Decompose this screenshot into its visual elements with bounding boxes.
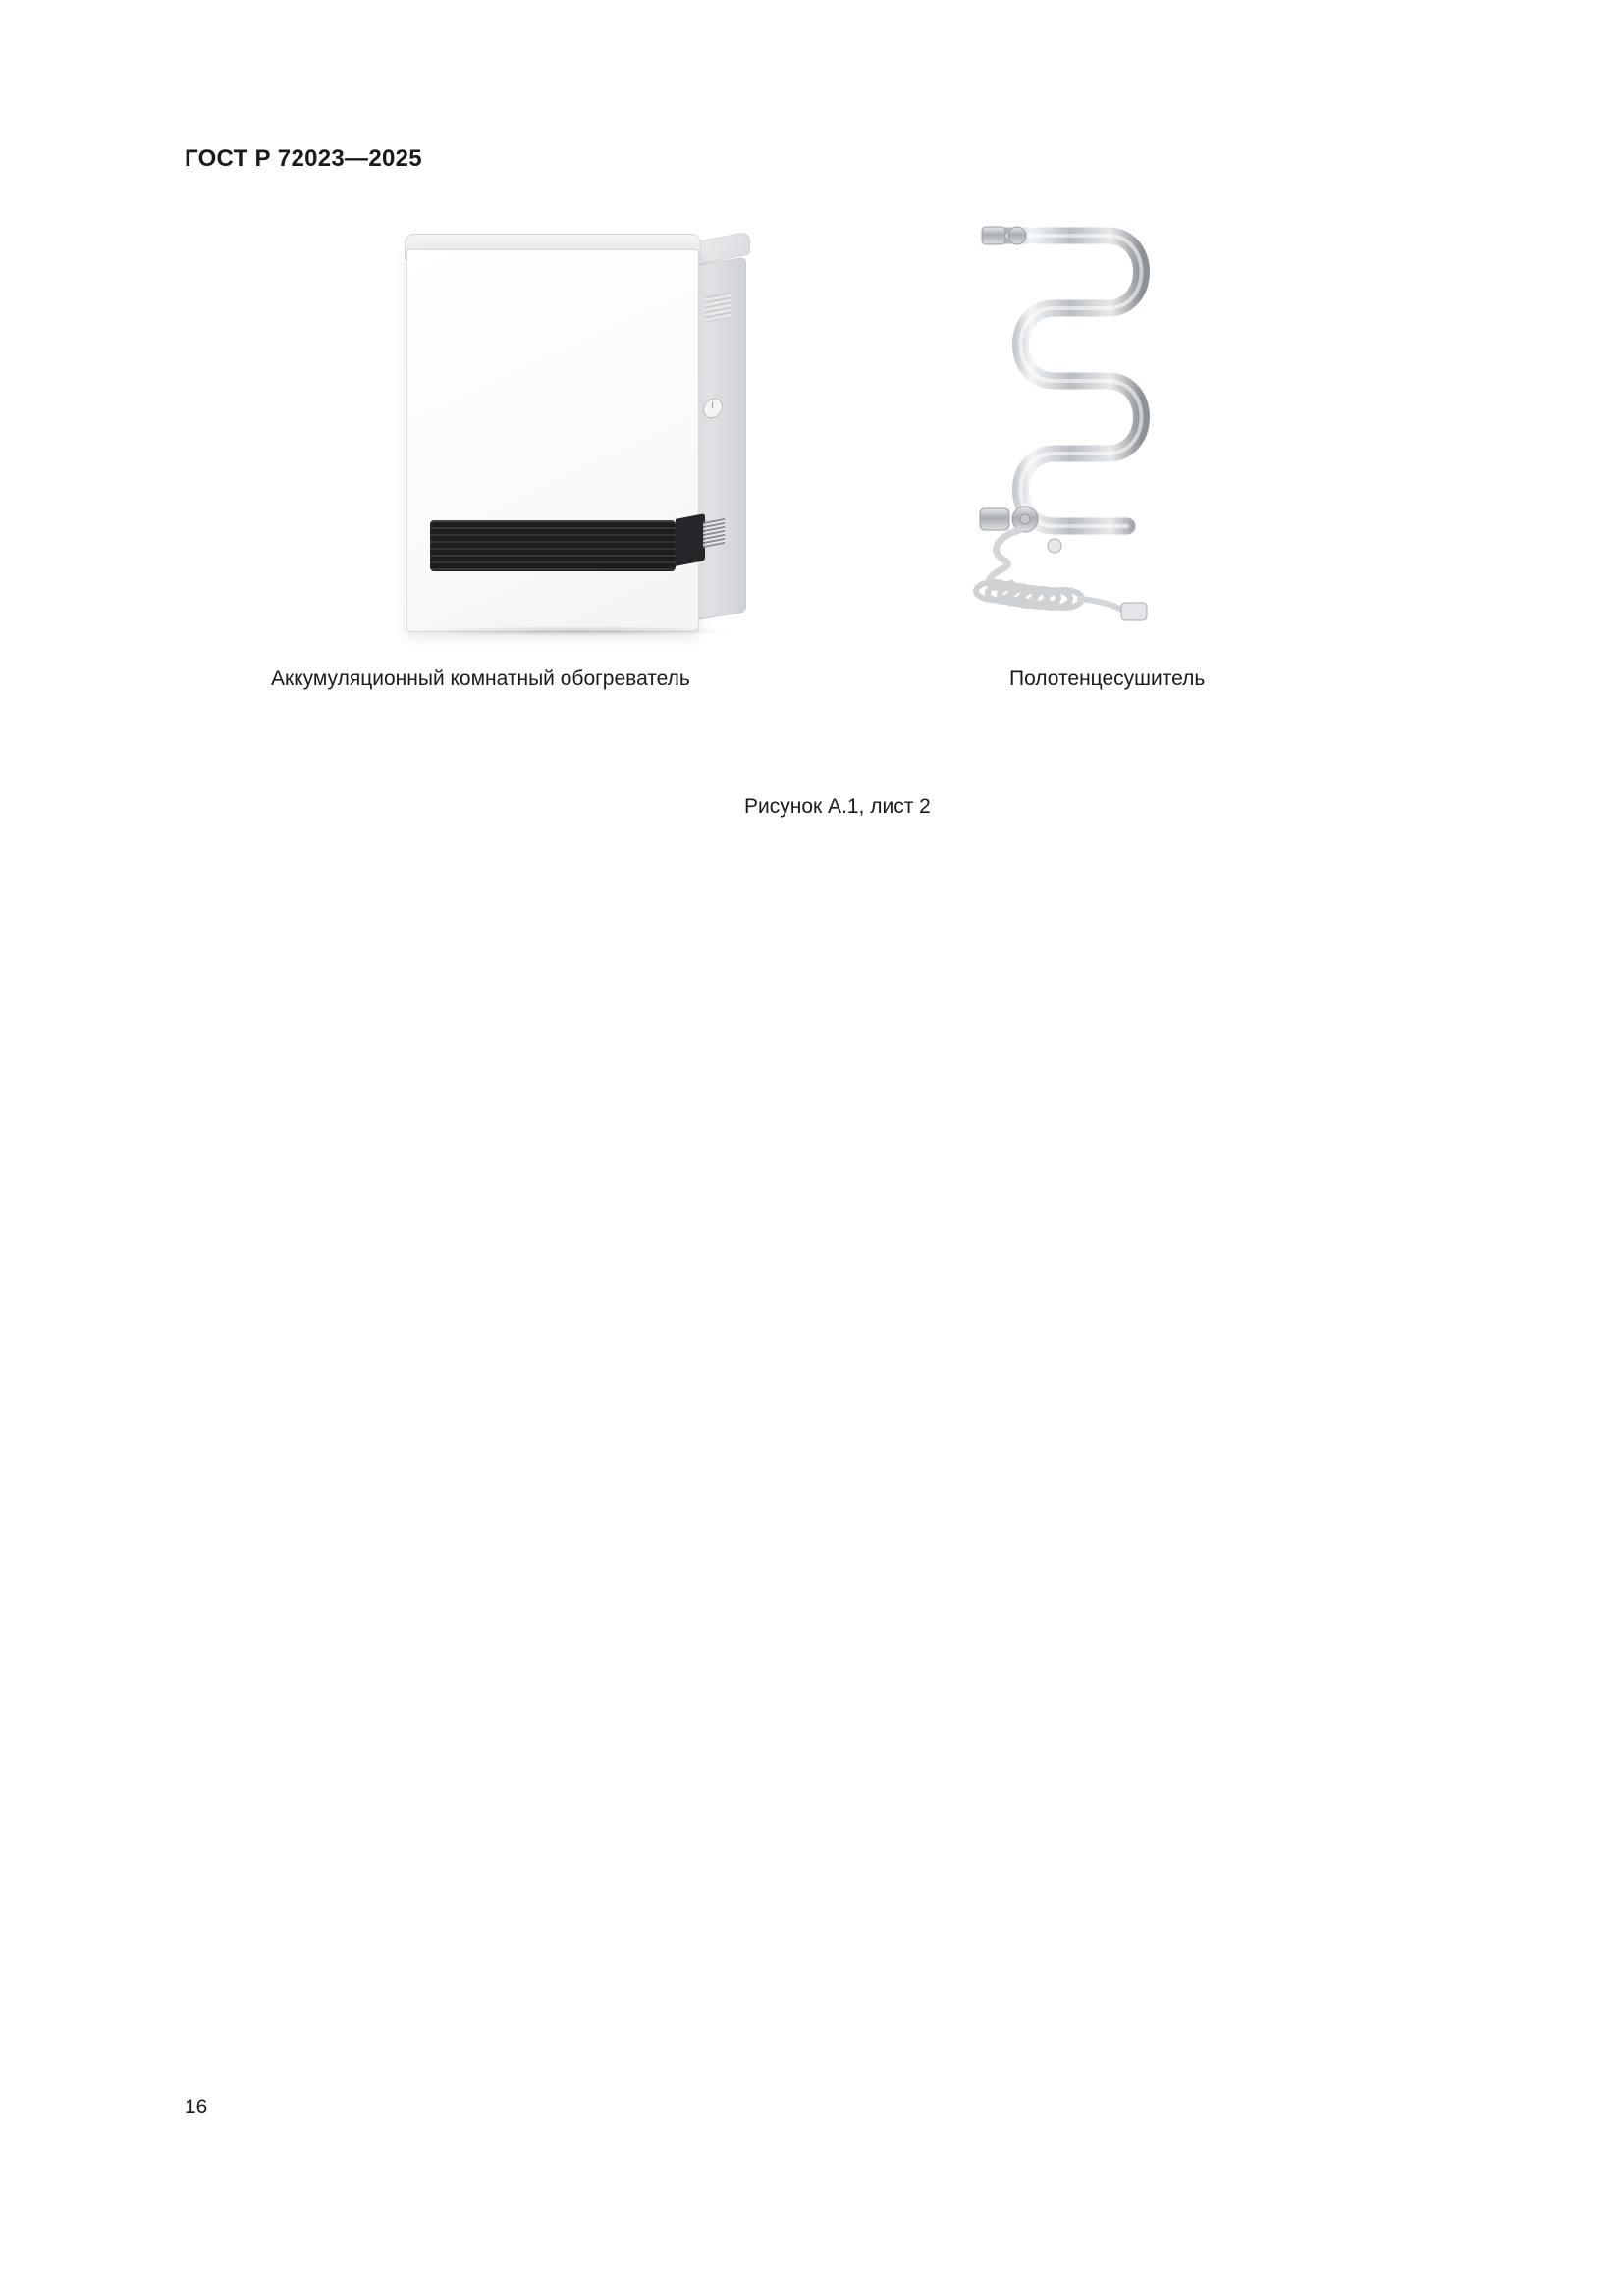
figure-images-row — [185, 206, 1441, 658]
towel-dryer-illustration — [960, 214, 1255, 656]
caption-storage-room-heater: Аккумуляционный комнатный обогреватель — [271, 667, 690, 690]
heater-drop-shadow — [418, 626, 732, 636]
towel-dryer-bottom-bracket — [980, 508, 1009, 530]
page-title: ГОСТ Р 72023—2025 — [185, 145, 422, 172]
figure-a1-sheet2 — [185, 206, 1441, 707]
heater-air-outlet-grille — [430, 520, 676, 571]
towel-dryer-coiled-cord — [976, 582, 1082, 608]
towel-dryer-svg — [960, 214, 1255, 656]
storage-room-heater-illustration — [389, 226, 811, 638]
towel-dryer-top-joint — [1008, 227, 1026, 244]
towel-dryer-top-bracket — [982, 227, 1005, 244]
figure-title: Рисунок А.1, лист 2 — [744, 795, 931, 818]
page-number: 16 — [185, 2096, 208, 2118]
heater-rating-plate-icon — [703, 518, 725, 548]
towel-dryer-switch-icon — [1048, 539, 1061, 553]
heater-air-outlet-grille-side — [676, 513, 705, 566]
towel-dryer-cord-end — [1080, 599, 1123, 611]
caption-towel-dryer: Полотенцесушитель — [1009, 667, 1206, 690]
towel-dryer-element-cap — [1020, 514, 1030, 524]
heater-front-panel — [406, 249, 699, 632]
heater-side-vent-icon — [705, 292, 731, 322]
figure-captions — [185, 667, 1441, 707]
towel-dryer-plug-icon — [1121, 603, 1147, 620]
